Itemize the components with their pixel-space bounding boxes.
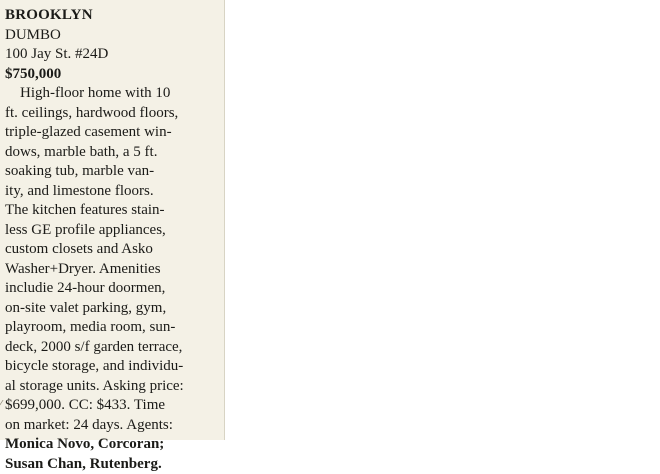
description-line: soaking tub, marble van- <box>5 162 217 182</box>
description-line: custom closets and Asko <box>5 240 217 260</box>
description-line: The kitchen features stain- <box>5 201 217 221</box>
address-label: 100 Jay St. #24D <box>5 45 217 65</box>
newspaper-clipping <box>0 0 225 440</box>
description-line: bicycle storage, and individu- <box>5 357 217 377</box>
description-line: includie 24-hour doormen, <box>5 279 217 299</box>
borough-heading: BROOKLYN <box>5 6 217 26</box>
agents-line: Susan Chan, Rutenberg. <box>5 455 217 474</box>
description-line: $699,000. CC: $433. Time <box>5 396 217 416</box>
price-label: $750,000 <box>5 65 217 85</box>
description-line: High-floor home with 10 <box>5 84 217 104</box>
description-line: ft. ceilings, hardwood floors, <box>5 104 217 124</box>
listing-entry <box>5 6 217 474</box>
description-line: Washer+Dryer. Amenities <box>5 260 217 280</box>
description-line: deck, 2000 s/f garden terrace, <box>5 338 217 358</box>
description-line: on-site valet parking, gym, <box>5 299 217 319</box>
description-line: ity, and limestone floors. <box>5 182 217 202</box>
neighborhood-label: DUMBO <box>5 26 217 46</box>
scan-artifact-mark: ⁄ <box>0 398 6 412</box>
description-line: dows, marble bath, a 5 ft. <box>5 143 217 163</box>
description-line: al storage units. Asking price: <box>5 377 217 397</box>
description-line: playroom, media room, sun- <box>5 318 217 338</box>
description-line: triple-glazed casement win- <box>5 123 217 143</box>
agents-line: Monica Novo, Corcoran; <box>5 435 217 455</box>
description-line: on market: 24 days. Agents: <box>5 416 217 436</box>
description-line: less GE profile appliances, <box>5 221 217 241</box>
